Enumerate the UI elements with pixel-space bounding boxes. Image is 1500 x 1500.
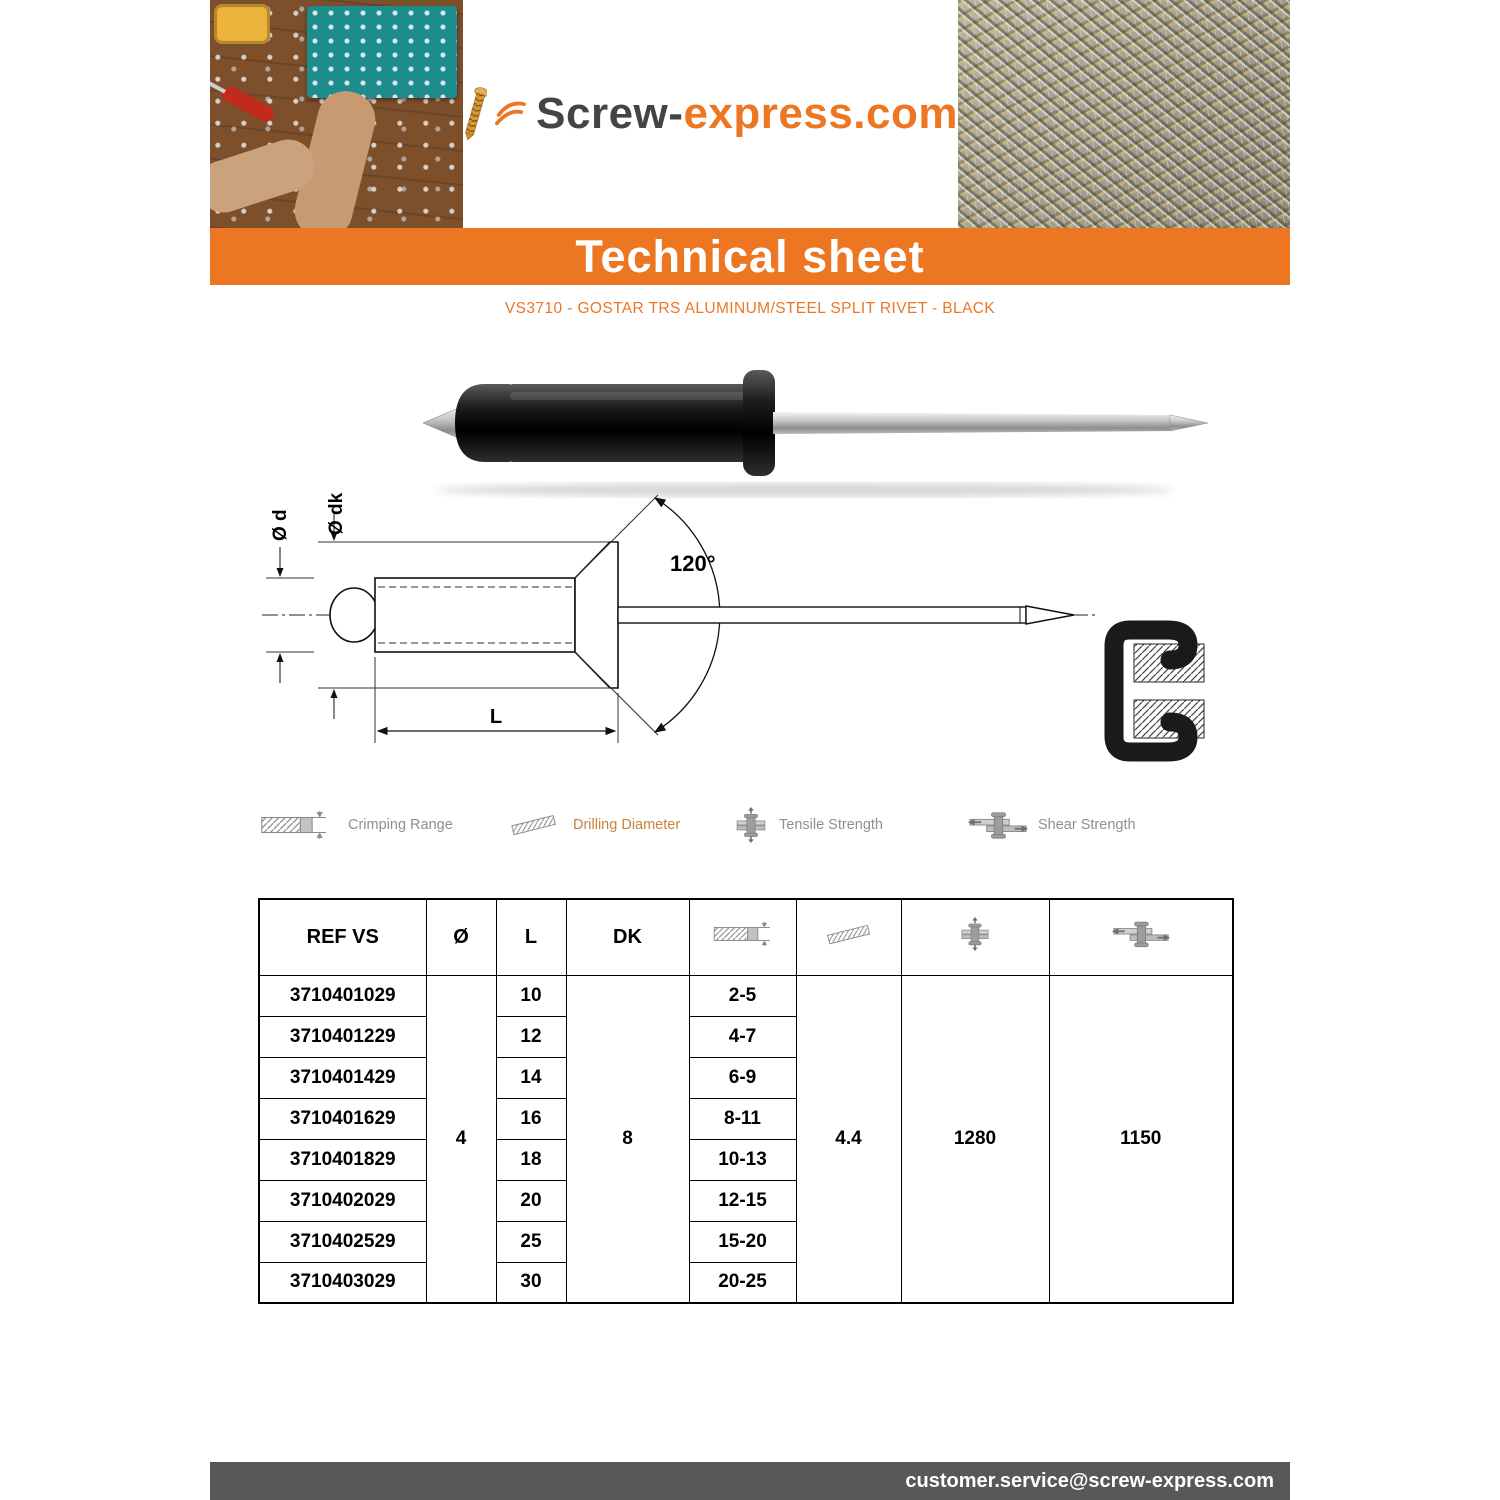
cell-crimp: 12-15 — [689, 1180, 796, 1221]
product-subtitle: VS3710 - GOSTAR TRS ALUMINUM/STEEL SPLIT RIVET - BLACK — [504, 300, 996, 317]
footer-bar — [210, 1462, 1290, 1500]
cell-tensile: 1280 — [901, 975, 1049, 1303]
footer-email[interactable]: customer.service@screw-express.com — [905, 1469, 1274, 1492]
cell-ref: 3710402529 — [259, 1221, 426, 1262]
logo-text — [536, 89, 958, 139]
photo-screws-pile — [958, 0, 1290, 228]
cell-length: 20 — [496, 1180, 566, 1221]
title-banner — [210, 228, 1290, 285]
cell-ref: 3710401029 — [259, 975, 426, 1016]
cell-crimp: 6-9 — [689, 1057, 796, 1098]
drilling-diameter-icon — [821, 922, 877, 947]
photo-tools-workbench — [210, 0, 463, 228]
col-header-dk: DK — [566, 899, 689, 975]
screwdriver — [220, 84, 277, 124]
drilling-diameter-icon — [505, 811, 563, 839]
legend-label: Shear Strength — [1038, 817, 1136, 833]
col-header-ref: REF VS — [259, 899, 426, 975]
legend-item-tensile-strength — [733, 802, 883, 848]
crimping-range-icon — [252, 810, 338, 840]
angle-label: 120° — [670, 551, 716, 576]
col-header-diameter: Ø — [426, 899, 496, 975]
legend-label: Drilling Diameter — [573, 817, 681, 833]
legend-item-crimping-range — [252, 802, 453, 848]
cell-diameter: 4 — [426, 975, 496, 1303]
spec-table — [258, 898, 1234, 1304]
cell-length: 14 — [496, 1057, 566, 1098]
table-row — [259, 975, 1233, 1016]
dimension-label-dk: Ø dk — [326, 492, 347, 535]
tensile-strength-icon — [733, 804, 769, 846]
table-header-row — [259, 899, 1233, 975]
legend-label: Tensile Strength — [779, 817, 883, 833]
page-title: Technical sheet — [575, 230, 925, 282]
cell-ref: 3710402029 — [259, 1180, 426, 1221]
technical-drawing — [250, 485, 1210, 795]
tensile-strength-icon — [958, 914, 992, 954]
screw-organizer-box — [307, 6, 457, 98]
cell-length: 12 — [496, 1016, 566, 1057]
dimension-label-d: Ø d — [270, 509, 291, 541]
col-header-tensile — [901, 899, 1049, 975]
cell-drilling: 4.4 — [796, 975, 901, 1303]
cell-length: 10 — [496, 975, 566, 1016]
cell-shear: 1150 — [1049, 975, 1233, 1303]
cell-ref: 3710403029 — [259, 1262, 426, 1303]
crimping-range-icon — [703, 921, 783, 947]
cell-crimp: 4-7 — [689, 1016, 796, 1057]
cell-ref: 3710401829 — [259, 1139, 426, 1180]
shear-strength-icon — [968, 809, 1028, 841]
product-photo-rivet — [415, 348, 1215, 508]
swoosh-icon — [495, 85, 528, 143]
logo-suffix: express.com — [683, 89, 958, 138]
length-label: L — [489, 706, 503, 728]
col-header-crimping — [689, 899, 796, 975]
cell-ref: 3710401429 — [259, 1057, 426, 1098]
legend-item-drilling-diameter — [505, 802, 680, 848]
logo-prefix: Screw- — [536, 89, 684, 138]
cell-ref: 3710401629 — [259, 1098, 426, 1139]
cell-length: 18 — [496, 1139, 566, 1180]
col-header-length: L — [496, 899, 566, 975]
cell-crimp: 20-25 — [689, 1262, 796, 1303]
tape-measure — [214, 4, 270, 44]
cell-ref: 3710401229 — [259, 1016, 426, 1057]
cell-length: 25 — [496, 1221, 566, 1262]
shear-strength-icon — [1112, 919, 1170, 949]
cell-length: 16 — [496, 1098, 566, 1139]
cell-crimp: 10-13 — [689, 1139, 796, 1180]
clinched-rivet-icon — [1100, 618, 1220, 768]
logo[interactable] — [463, 0, 958, 228]
legend-item-shear-strength — [968, 802, 1136, 848]
legend-label: Crimping Range — [348, 817, 453, 833]
col-header-shear — [1049, 899, 1233, 975]
cell-crimp: 8-11 — [689, 1098, 796, 1139]
cell-length: 30 — [496, 1262, 566, 1303]
gold-screw-icon — [463, 61, 487, 167]
col-header-drilling — [796, 899, 901, 975]
cell-crimp: 15-20 — [689, 1221, 796, 1262]
cell-dk: 8 — [566, 975, 689, 1303]
cell-crimp: 2-5 — [689, 975, 796, 1016]
